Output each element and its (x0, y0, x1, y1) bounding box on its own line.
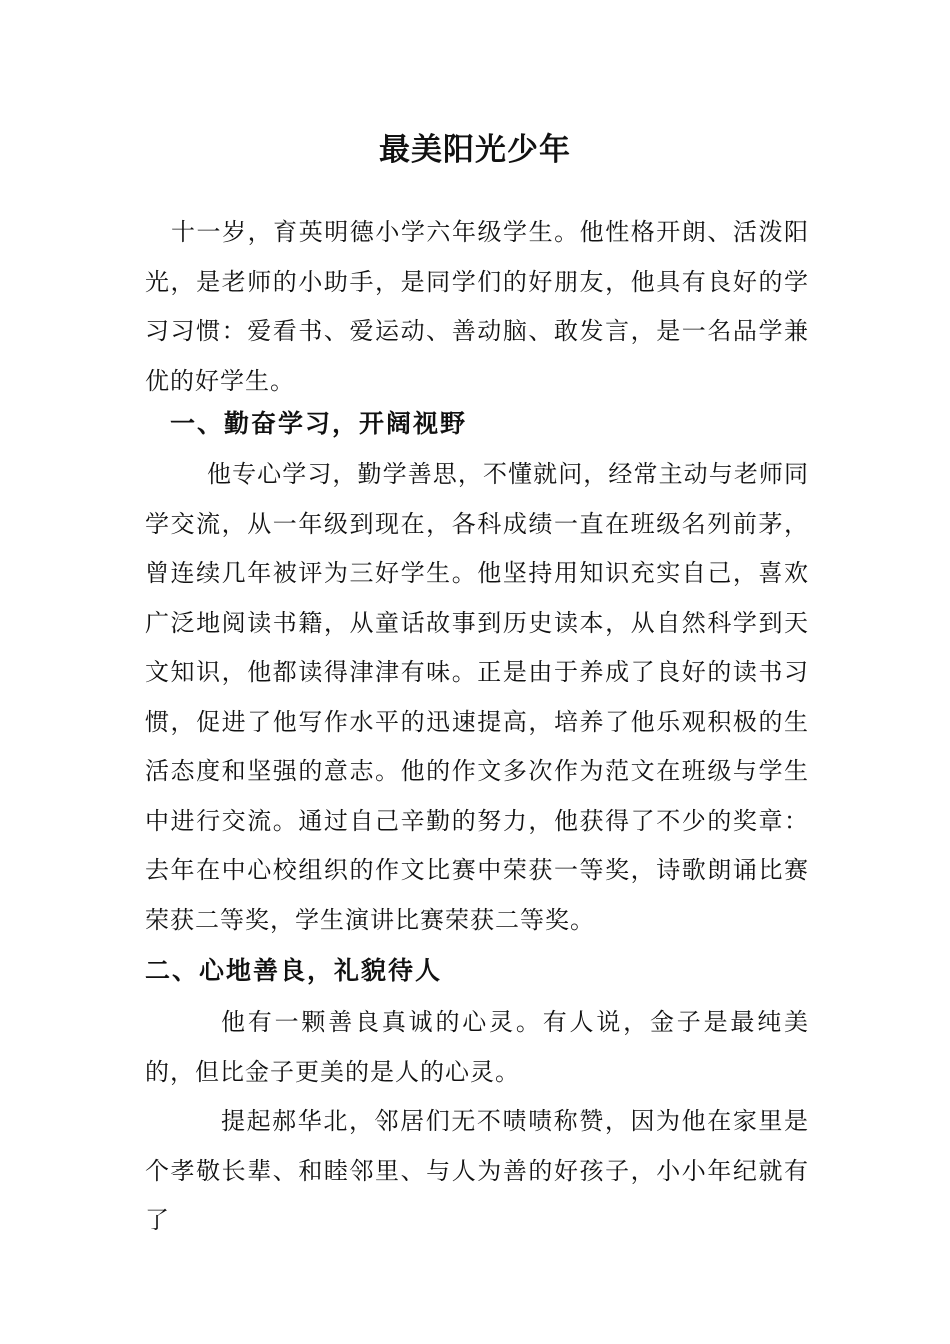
document-title: 最美阳光少年 (379, 132, 571, 168)
section-1-heading: 一、勤奋学习，开阔视野 (170, 409, 468, 438)
section-2-paragraph-1: 他有一颗善良真诚的心灵。有人说，金子是最纯美的，但比金子更美的是人的心灵。 (145, 1008, 809, 1086)
section-2-paragraph-2: 提起郝华北，邻居们无不啧啧称赞，因为他在家里是个孝敬长辈、和睦邻里、与人为善的好孩子，小小年纪就有了 (145, 1107, 809, 1234)
intro-paragraph: 十一岁，育英明德小学六年级学生。他性格开朗、活泼阳光，是老师的小助手，是同学们的好朋友，他具有良好的学习习惯：爱看书、爱运动、善动脑、敢发言，是一名品学兼优的好学生。 (145, 218, 809, 395)
section-2-heading: 二、心地善良，礼貌待人 (145, 956, 443, 985)
section-1-paragraph: 他专心学习，勤学善思，不懂就问，经常主动与老师同学交流，从一年级到现在，各科成绩一直在班级名列前茅，曾连续几年被评为三好学生。他坚持用知识充实自己，喜欢广泛地阅读书籍，从童话故事到历史读本，从自然科学到天文知识，他都读得津津有味。正是由于养成了良好的读书习惯，促进了他写作水平的迅速提高，培养了他乐观积极的生活态度和坚强的意志。他的作文多次作为范文在班级与学生中进行交流。通过自己辛勤的努力，他获得了不少的奖章：去年在中心校组织的作文比赛中荣获一等奖，诗歌朗诵比赛荣获二等奖，学生演讲比赛荣获二等奖。 (145, 460, 809, 934)
